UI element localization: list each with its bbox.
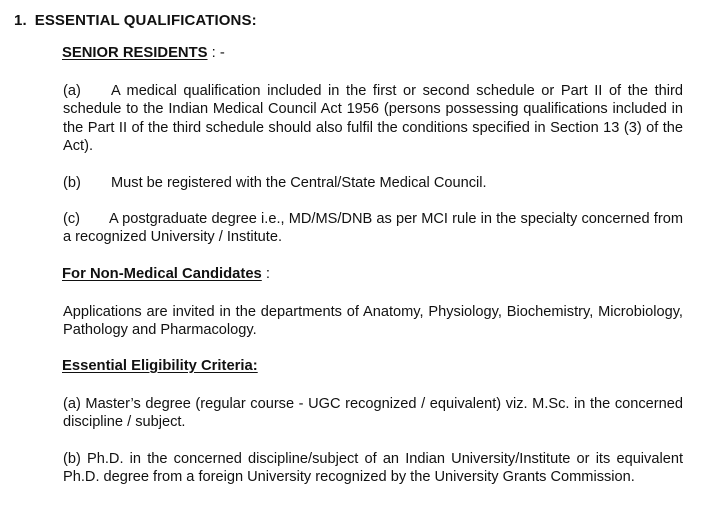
senior-residents-heading <box>62 45 225 61</box>
senior-residents-suffix: : - <box>207 45 225 61</box>
non-medical-title: For Non-Medical Candidates <box>62 266 262 282</box>
senior-item-c-label: (c) <box>63 211 81 227</box>
section-heading <box>14 12 257 29</box>
senior-item-c-text: A postgraduate degree i.e., MD/MS/DNB as per MCI rule in the specialty concerned from a recognized University / Institute. <box>63 211 683 246</box>
eligibility-item-b: (b) Ph.D. in the concerned discipline/subject of an Indian University/Institute or its equivalent Ph.D. degree from a foreign University recognized by the University Grants Commission. <box>63 451 683 486</box>
senior-item-a-text: A medical qualification included in the first or second schedule or Part II of the third schedule to the Indian Medical Council Act 1956 (persons possessing qualifications included in the Part II of the third schedule should also fulfil the conditions specified in Section 13 (3) of the Act). <box>63 83 683 154</box>
non-medical-text: Applications are invited in the departments of Anatomy, Physiology, Biochemistry, Microbiology, Pathology and Pharmacology. <box>63 304 683 339</box>
senior-item-b <box>63 174 683 192</box>
senior-residents-title: SENIOR RESIDENTS <box>62 45 208 61</box>
senior-item-a <box>63 82 683 155</box>
section-number: 1. <box>14 12 27 29</box>
eligibility-heading <box>62 358 258 374</box>
eligibility-item-a: (a) Master’s degree (regular course - UGC recognized / equivalent) viz. M.Sc. in the concerned discipline / subject. <box>63 396 683 431</box>
eligibility-title: Essential Eligibility Criteria: <box>62 358 258 374</box>
section-title: ESSENTIAL QUALIFICATIONS: <box>34 12 257 29</box>
senior-item-b-text: Must be registered with the Central/State Medical Council. <box>111 175 487 191</box>
senior-item-b-label: (b) <box>63 175 81 191</box>
senior-item-a-label: (a) <box>63 83 81 99</box>
senior-item-c <box>63 210 683 247</box>
non-medical-suffix: : <box>261 266 271 282</box>
non-medical-heading <box>62 266 270 282</box>
